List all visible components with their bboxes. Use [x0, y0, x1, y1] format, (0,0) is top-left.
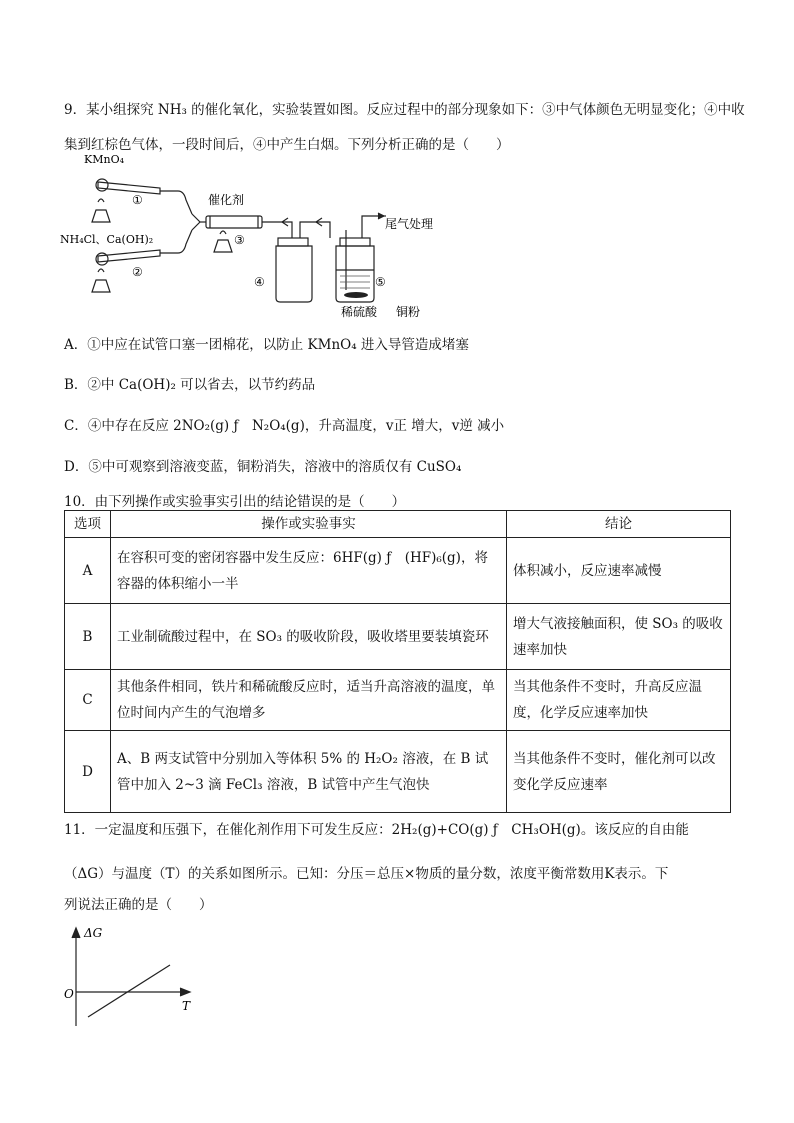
q9-stem-line1: 9．某小组探究 NH₃ 的催化氧化，实验装置如图。反应过程中的部分现象如下：③中气体颜色无明显变化；④中收 — [64, 102, 745, 118]
apparatus-diagram — [60, 150, 460, 325]
row-b-option: B — [65, 604, 111, 670]
row-d-fact: A、B 两支试管中分别加入等体积 5% 的 H₂O₂ 溶液，在 B 试管中加入 2~3 滴 FeCl₃ 溶液，B 试管中产生气泡快 — [111, 731, 507, 813]
table-row — [65, 670, 731, 731]
nh4cl-label: NH₄Cl、Ca(OH)₂ — [60, 233, 154, 246]
q9-option-c: C．④中存在反应 2NO₂(g) ƒ N₂O₄(g)，升高温度，v正 增大，v逆 减小 — [64, 418, 505, 434]
tail-gas-label: 尾气处理 — [385, 217, 434, 231]
graph-xlabel: T — [182, 999, 191, 1013]
num-3: ③ — [234, 233, 245, 247]
table-row — [65, 538, 731, 604]
row-c-conclusion: 当其他条件不变时，升高反应温度，化学反应速率加快 — [507, 670, 731, 731]
q9-option-a: A．①中应在试管口塞一团棉花，以防止 KMnO₄ 进入导管造成堵塞 — [64, 337, 469, 353]
row-d-option: D — [65, 731, 111, 813]
acid-label: 稀硫酸 — [341, 305, 378, 319]
num-5: ⑤ — [375, 275, 386, 289]
row-a-fact: 在容积可变的密闭容器中发生反应：6HF(g) ƒ (HF)₆(g)，将容器的体积缩小一半 — [111, 538, 507, 604]
row-a-conclusion: 体积减小，反应速率减慢 — [507, 538, 731, 604]
q9-option-d: D．⑤中可观察到溶液变蓝，铜粉消失，溶液中的溶质仅有 CuSO₄ — [64, 459, 462, 475]
row-a-option: A — [65, 538, 111, 604]
q9-stem-line2: 集到红棕色气体，一段时间后，④中产生白烟。下列分析正确的是（ ） — [64, 137, 510, 153]
header-option: 选项 — [65, 511, 111, 538]
q11-stem-line2: （ΔG）与温度（T）的关系如图所示。已知：分压＝总压×物质的量分数，浓度平衡常数用K表示。下 — [64, 866, 669, 882]
q10-stem: 10．由下列操作或实验事实引出的结论错误的是（ ） — [64, 494, 406, 510]
num-1: ① — [132, 193, 143, 207]
q10-table — [64, 510, 731, 813]
table-header-row — [65, 511, 731, 538]
row-b-fact: 工业制硫酸过程中，在 SO₃ 的吸收阶段，吸收塔里要装填瓷环 — [111, 604, 507, 670]
delta-g-graph — [62, 922, 202, 1034]
row-c-fact: 其他条件相同，铁片和稀硫酸反应时，适当升高溶液的温度，单位时间内产生的气泡增多 — [111, 670, 507, 731]
row-c-option: C — [65, 670, 111, 731]
graph-ylabel: ΔG — [84, 926, 103, 940]
row-d-conclusion: 当其他条件不变时，催化剂可以改变化学反应速率 — [507, 731, 731, 813]
copper-label: 铜粉 — [396, 305, 421, 319]
num-4: ④ — [254, 275, 265, 289]
q11-stem-line1: 11．一定温度和压强下，在催化剂作用下可发生反应：2H₂(g)+CO(g) ƒ CH₃OH(g)。该反应的自由能 — [64, 822, 689, 838]
header-fact: 操作或实验事实 — [111, 511, 507, 538]
q9-option-b: B．②中 Ca(OH)₂ 可以省去，以节约药品 — [64, 377, 316, 393]
num-2: ② — [132, 265, 143, 279]
row-b-conclusion: 增大气液接触面积，使 SO₃ 的吸收速率加快 — [507, 604, 731, 670]
header-conclusion: 结论 — [507, 511, 731, 538]
table-row — [65, 604, 731, 670]
table-row — [65, 731, 731, 813]
q11-stem-line3: 列说法正确的是（ ） — [64, 897, 213, 913]
catalyst-label: 催化剂 — [208, 193, 245, 207]
graph-origin: O — [64, 987, 74, 1001]
kmno4-label: KMnO₄ — [84, 153, 124, 166]
